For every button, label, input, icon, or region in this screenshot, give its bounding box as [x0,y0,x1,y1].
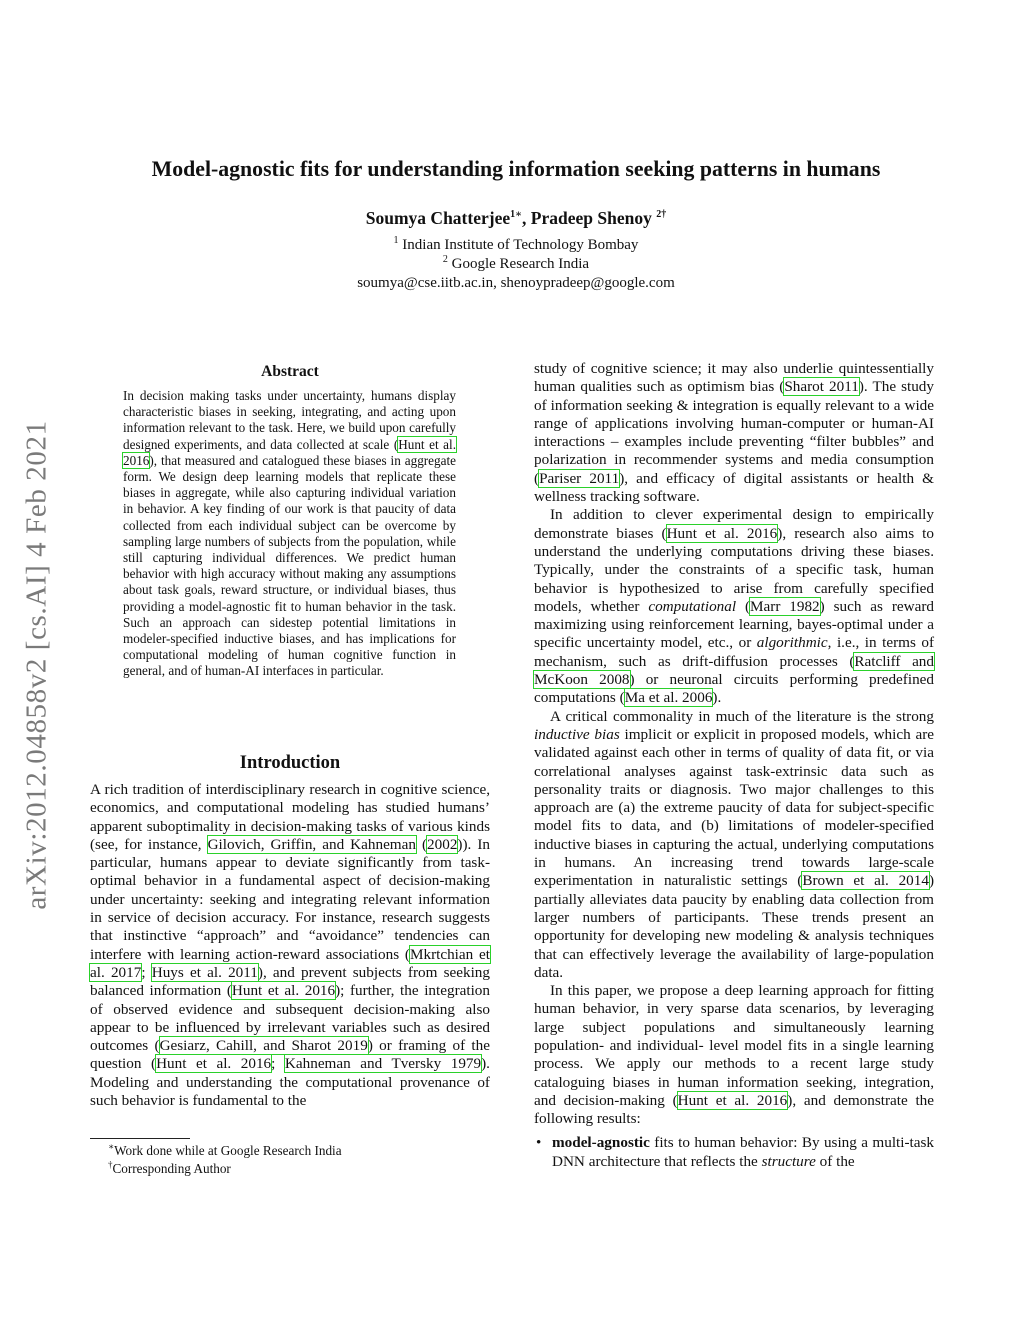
emphasis-text: computational [648,597,737,615]
paragraph [534,360,934,506]
footnote-rule [90,1138,190,1139]
body-text: ), research also aims to understand the underlying computations driving these biases. Typically, under the constraints of a specific task, human behavior is hypothesized to arise from carefully specified models, whether [534,524,935,615]
affiliation-marker: 2 [442,254,448,265]
body-text: study of cognitive science; it may also underlie quintessentially human qualities such as optimism bias ( [534,360,934,396]
author-marker: 1∗ [510,209,523,221]
emphasis-text: algorithmic [756,634,828,652]
body-text: ), and prevent subjects from seeking balanced information ( [90,963,490,1000]
arxiv-sidebar [12,370,62,960]
abstract-body [123,388,456,680]
body-text: ) or neuronal circuits performing predefined computations ( [534,671,934,707]
bold-text: model-agnostic [552,1134,650,1152]
footnote [108,1143,342,1159]
body-text: ); further, the integration of observed evidence and subsequent decision-making also appear to be influenced by irrelevant variables such as desired outcomes ( [90,982,490,1055]
body-text: A critical commonality in much of the literature is the strong [550,707,934,725]
author-list [60,208,972,229]
citation-link[interactable]: Gilovich, Griffin, and Kahneman [207,835,416,853]
body-text: ; [141,963,152,981]
citation-link[interactable]: Gesiarz, Cahill, and Sharot 2019 [159,1037,368,1055]
citation-link[interactable]: Hunt et al. 2016 [666,524,778,542]
body-text: ), and demonstrate the following results: [534,1091,934,1128]
body-text: ). [712,689,722,707]
citation-link[interactable]: Ma et al. 2006 [624,689,713,707]
affiliation-text: Google Research India [451,256,590,272]
citation-link[interactable]: Kahneman and Tversky 1979 [284,1055,482,1073]
affiliation-line [60,237,972,254]
body-text: ; [271,1055,285,1073]
arxiv-identifier: arXiv:2012.04858v2 [cs.AI] 4 Feb 2021 [20,420,53,910]
footnote-text: Work done while at Google Research India [114,1143,342,1158]
body-text: In this paper, we propose a deep learning approach for fitting human behavior, in very sparse data scenarios, by leveraging large subject populations and simultaneously learning population- and individual- level model fits in a single learning process. We apply our methods to a recent large study cataloguing biases in human information seeking, integration, and decision-making ( [534,982,934,1109]
body-text: ( [415,835,428,853]
paragraph [534,506,934,707]
body-text: implicit or explicit in proposed models, which are validated against each other in terms of quality of data fit, or via correlational analyses against task-extrinsic data such as personality traits or diagnosis. Two major challenges to this approach are (a) the extreme paucity of data for subject-specific model fits to data, and (b) limitations of modeler-specified inductive biases in capturing the actual, underlying computations in humans. An increasing trend towards large-scale experimentation in naturalistic settings ( [534,725,934,890]
paragraph [90,781,490,1110]
body-text: A rich tradition of interdisciplinary research in cognitive science, economics, and computational modeling has studied humans’ apparent suboptimality in decision-making tasks of various kinds (see, for instance, [90,781,490,853]
citation-link[interactable]: Marr 1982 [750,597,820,615]
body-text: fits to human behavior: By using a multi-task DNN architecture that reflects the [552,1134,934,1170]
citation-link[interactable]: 2002 [427,835,458,853]
citation-link[interactable]: Huys et al. 2011 [151,963,258,981]
emphasis-text: inductive bias [534,725,620,743]
body-text: In addition to clever experimental design to empirically demonstrate biases ( [534,506,934,542]
bullet-marker: • [536,1134,542,1152]
author-emails: soumya@cse.iitb.ac.in, shenoypradeep@google.com [357,275,675,291]
affiliation-marker: 1 [393,235,399,246]
body-text: ). The study of information seeking & integration is equally relevant to a wide range of applications involving human-computer or human-AI interactions – examples include preventing “filter bubbles” and polarization in recommender systems and media consumption ( [534,378,934,487]
citation-link[interactable]: Hunt et al. 2016 [156,1055,272,1073]
footnote-marker: ∗ [108,1141,115,1152]
right-column [534,360,934,1171]
list-item [534,1134,934,1171]
body-text: ) partially alleviates data paucity by enabling data collection from larger numbers of participants. These trends present an opportunity for developing new modeling & analysis techniques that can effectively leverage the availability of large-population data. [534,872,935,981]
footnote-text: Corresponding Author [112,1161,231,1176]
paragraph [534,982,934,1128]
body-text: of the [815,1152,855,1170]
emphasis-text: structure [761,1152,816,1170]
paper-title: Model-agnostic fits for understanding information seeking patterns in humans [151,157,881,181]
author-marker: 2† [656,209,667,221]
introduction-body [90,781,490,1110]
body-text: , i.e., in terms of mechanism, such as drift-diffusion processes ( [534,634,935,670]
affiliation-line [60,256,972,273]
affiliation-text: Indian Institute of Technology Bombay [402,237,639,253]
footnote [108,1161,231,1177]
section-heading: Introduction [239,753,341,773]
citation-link[interactable]: Hunt et al. 2016 [123,436,456,468]
citation-link[interactable]: Ratcliff and McKoon 2008 [534,652,934,689]
citation-link[interactable]: Mkrtchian et al. 2017 [90,945,490,981]
author-name: Soumya Chatterjee [365,208,511,228]
abstract-heading: Abstract [261,363,319,380]
author-name: Pradeep Shenoy [530,208,652,228]
body-text: ) or framing of the question ( [90,1037,490,1073]
paragraph [534,708,934,982]
body-text: ). Modeling and understanding the computational provenance of such behavior is fundamental to the [90,1055,490,1110]
body-text: ) such as reward maximizing using reinforcement learning, bayes-optimal under a specific uncertainty model, etc., or [534,597,934,652]
citation-link[interactable]: Pariser 2011 [539,469,620,487]
body-text: )). In particular, humans appear to deviate significantly from task-optimal behavior in a fundamental aspect of decision-making under uncertainty: seeking and integrating relevant information in service of decision accuracy. For instance, research suggests that instinctive “approach” and “avoidance” tendencies can interfere with learning action-reward associations ( [90,835,490,963]
citation-link[interactable]: Hunt et al. 2016 [231,982,336,1000]
body-text: ( [736,597,751,615]
abstract-text: ), that measured and catalogued these biases in aggregate form. We design deep learning models that replicate these biases in aggregate, while also capturing individual variation in behavior. A key finding of our work is that paucity of data collected from each individual subject can be overcome by sampling large numbers of subjects from the population, while still capturing individual differences. We predict human behavior with high accuracy without making any assumptions about task goals, reward structure, or individual biases, thus providing a model-agnostic fit to human behavior in the task. Such an approach can sidestep potential limitations in modeler-specified inductive biases, and has implications for computational modeling of human cognitive function in general, and of human-AI interfaces in particular. [123,452,456,679]
citation-link[interactable]: Sharot 2011 [784,378,859,396]
abstract-text: In decision making tasks under uncertainty, humans display characteristic biases in seeking, integrating, and acting upon information relevant to the task. Here, we build upon carefully designed experiments, and data collected at scale ( [123,388,456,452]
author-separator: , [522,208,531,228]
citation-link[interactable]: Hunt et al. 2016 [677,1091,788,1109]
citation-link[interactable]: Brown et al. 2014 [802,872,929,890]
body-text: ), and efficacy of digital assistants or health & wellness tracking software. [534,469,934,506]
footnote-marker: † [108,1159,113,1170]
